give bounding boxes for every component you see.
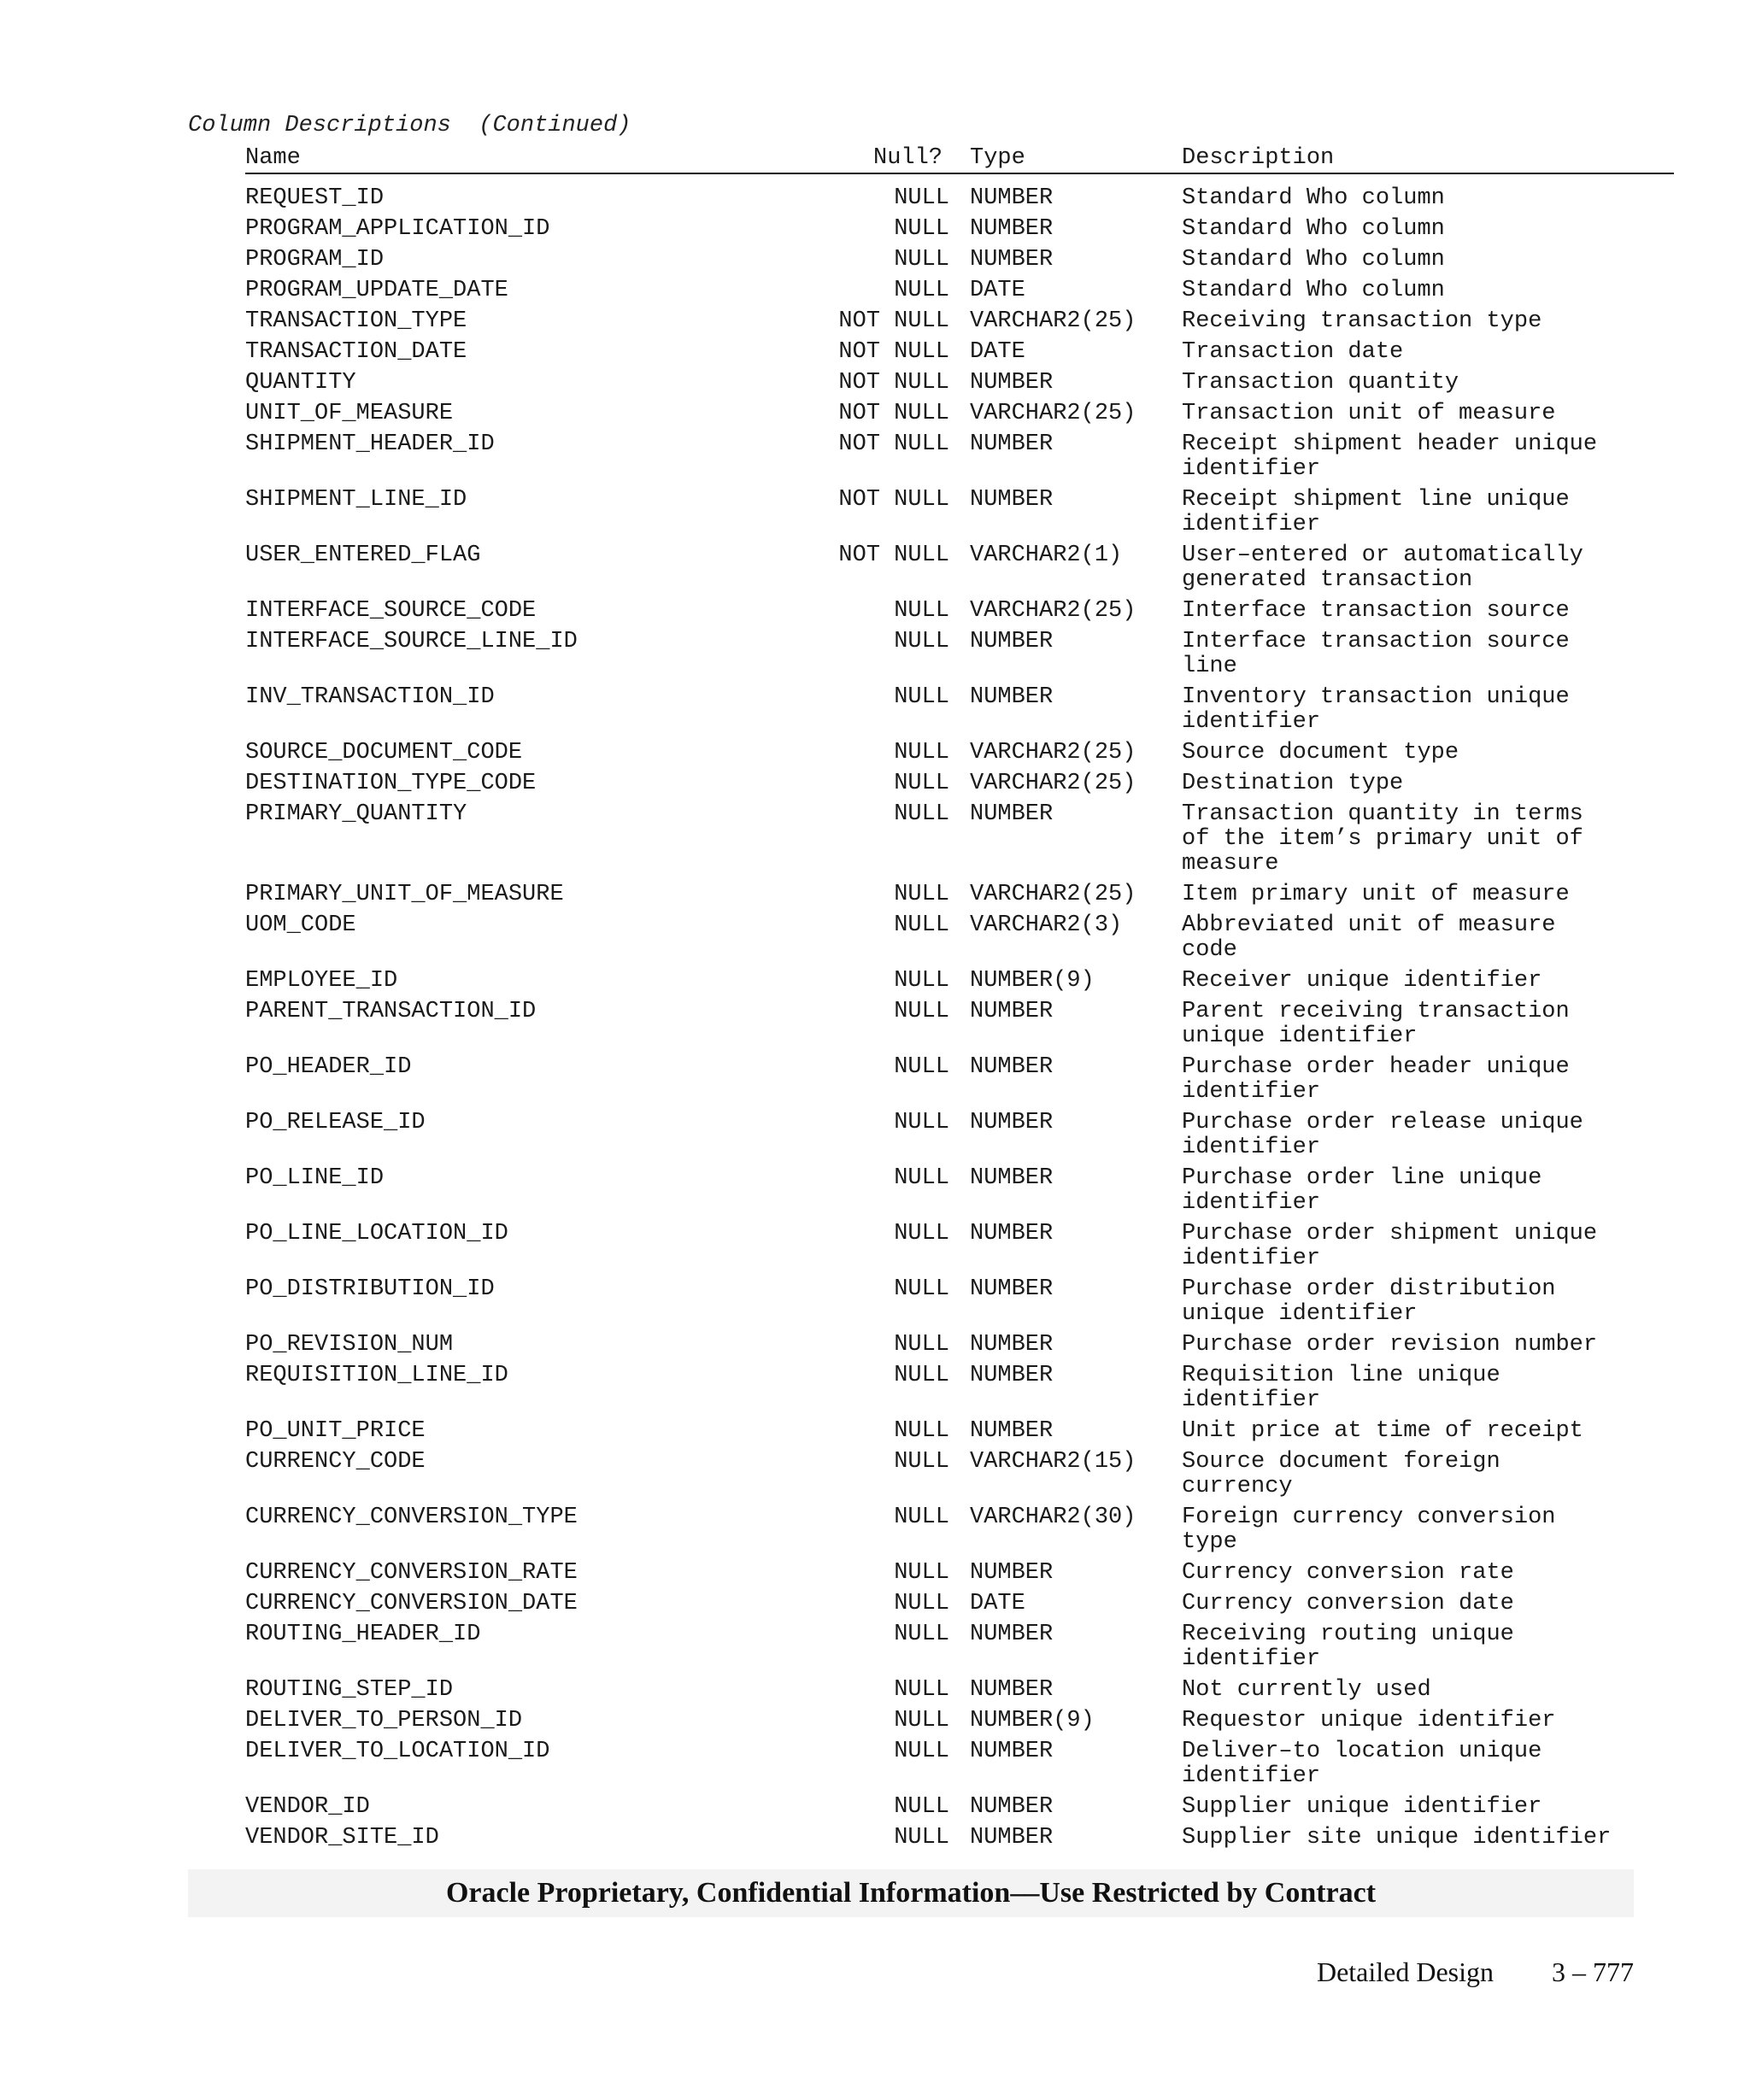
column-null: NULL	[894, 1591, 949, 1616]
column-name: PO_RELEASE_ID	[245, 1110, 426, 1135]
column-type: NUMBER(9)	[970, 968, 1095, 994]
column-null: NULL	[894, 1110, 949, 1135]
table-row	[245, 630, 1674, 679]
column-type: NUMBER(9)	[970, 1708, 1095, 1733]
column-description: Transaction date	[1182, 339, 1404, 365]
column-description: Purchase order shipment unique identifier	[1182, 1221, 1598, 1271]
column-description: User–entered or automatically generated transaction	[1182, 543, 1583, 593]
column-description: Currency conversion rate	[1182, 1560, 1514, 1586]
column-description: Not currently used	[1182, 1677, 1431, 1703]
table-row	[245, 340, 1674, 365]
table-row	[245, 1166, 1674, 1216]
table-row	[245, 402, 1674, 426]
column-type: VARCHAR2(30)	[970, 1505, 1136, 1530]
column-null: NULL	[894, 598, 949, 624]
column-description: Purchase order release unique identifier	[1182, 1110, 1583, 1160]
header-null: Null?	[873, 145, 943, 171]
column-null: NOT NULL	[838, 308, 949, 334]
column-description: Standard Who column	[1182, 185, 1445, 211]
column-null: NULL	[894, 1418, 949, 1444]
column-name: CURRENCY_CONVERSION_RATE	[245, 1560, 578, 1586]
column-name: TRANSACTION_TYPE	[245, 308, 467, 334]
column-name: QUANTITY	[245, 370, 356, 396]
table-row	[245, 1055, 1674, 1105]
column-name: REQUEST_ID	[245, 185, 385, 211]
column-name: VENDOR_ID	[245, 1794, 370, 1820]
column-description: Transaction quantity in terms of the item’s primary unit of measure	[1182, 801, 1583, 877]
column-name: REQUISITION_LINE_ID	[245, 1363, 508, 1388]
column-name: PARENT_TRANSACTION_ID	[245, 999, 537, 1024]
column-type: NUMBER	[970, 370, 1054, 396]
table-row	[245, 599, 1674, 624]
column-name: USER_ENTERED_FLAG	[245, 543, 481, 568]
column-description: Receipt shipment header unique identifier	[1182, 431, 1598, 482]
table-row	[245, 1826, 1674, 1851]
column-description: Purchase order header unique identifier	[1182, 1054, 1570, 1105]
column-name: PO_DISTRIBUTION_ID	[245, 1276, 495, 1302]
column-name: TRANSACTION_DATE	[245, 339, 467, 365]
column-name: VENDOR_SITE_ID	[245, 1825, 439, 1851]
column-description: Parent receiving transaction unique identifier	[1182, 999, 1570, 1049]
column-type: DATE	[970, 1591, 1025, 1616]
column-description: Interface transaction source	[1182, 598, 1570, 624]
table-row	[245, 1561, 1674, 1586]
table-row	[245, 432, 1674, 482]
column-type: NUMBER	[970, 487, 1054, 513]
column-null: NULL	[894, 1794, 949, 1820]
column-description: Source document foreign currency	[1182, 1449, 1500, 1499]
column-null: NULL	[894, 629, 949, 654]
column-type: NUMBER	[970, 801, 1054, 827]
table-header	[245, 144, 1674, 174]
column-description: Transaction quantity	[1182, 370, 1459, 396]
column-null: NULL	[894, 801, 949, 827]
column-name: UOM_CODE	[245, 912, 356, 938]
column-null: NULL	[894, 1449, 949, 1475]
column-null: NULL	[894, 968, 949, 994]
column-name: PRIMARY_UNIT_OF_MEASURE	[245, 882, 564, 907]
column-type: NUMBER	[970, 999, 1054, 1024]
table-body	[245, 174, 1674, 1851]
column-description: Standard Who column	[1182, 278, 1445, 303]
column-type: NUMBER	[970, 185, 1054, 211]
column-description: Purchase order revision number	[1182, 1332, 1598, 1358]
column-null: NULL	[894, 684, 949, 710]
table-row	[245, 802, 1674, 877]
table-row	[245, 488, 1674, 537]
table-row	[245, 1678, 1674, 1703]
column-description: Purchase order line unique identifier	[1182, 1165, 1542, 1216]
column-null: NOT NULL	[838, 401, 949, 426]
table-row	[245, 1222, 1674, 1271]
column-null: NULL	[894, 278, 949, 303]
table-row	[245, 1111, 1674, 1160]
table-row	[245, 1739, 1674, 1789]
column-name: SOURCE_DOCUMENT_CODE	[245, 740, 523, 766]
column-null: NULL	[894, 1054, 949, 1080]
column-type: VARCHAR2(25)	[970, 598, 1136, 624]
column-description: Interface transaction source line	[1182, 629, 1570, 679]
column-null: NULL	[894, 912, 949, 938]
column-description: Deliver–to location unique identifier	[1182, 1739, 1542, 1789]
column-description: Requisition line unique identifier	[1182, 1363, 1500, 1413]
column-type: VARCHAR2(25)	[970, 740, 1136, 766]
column-null: NULL	[894, 1221, 949, 1247]
column-type: NUMBER	[970, 1276, 1054, 1302]
column-type: DATE	[970, 278, 1025, 303]
column-type: NUMBER	[970, 1794, 1054, 1820]
column-description: Purchase order distribution unique identifier	[1182, 1276, 1556, 1327]
column-null: NULL	[894, 1165, 949, 1191]
column-description: Source document type	[1182, 740, 1459, 766]
column-name: PRIMARY_QUANTITY	[245, 801, 467, 827]
column-null: NOT NULL	[838, 339, 949, 365]
column-type: NUMBER	[970, 1677, 1054, 1703]
column-type: NUMBER	[970, 1739, 1054, 1764]
column-null: NULL	[894, 1708, 949, 1733]
table-row	[245, 883, 1674, 907]
table-row	[245, 1622, 1674, 1672]
column-type: NUMBER	[970, 1332, 1054, 1358]
column-type: NUMBER	[970, 216, 1054, 242]
column-type: VARCHAR2(25)	[970, 882, 1136, 907]
column-description: Abbreviated unit of measure code	[1182, 912, 1556, 963]
column-type: VARCHAR2(3)	[970, 912, 1123, 938]
column-name: PROGRAM_APPLICATION_ID	[245, 216, 550, 242]
footer-section-name: Detailed Design	[1316, 1956, 1494, 1987]
confidential-banner	[188, 1869, 1634, 1917]
column-description: Receiver unique identifier	[1182, 968, 1542, 994]
column-null: NOT NULL	[838, 487, 949, 513]
table-row	[245, 1364, 1674, 1413]
table-row	[245, 969, 1674, 994]
table-row	[245, 741, 1674, 766]
table-row	[245, 371, 1674, 396]
column-null: NULL	[894, 1332, 949, 1358]
column-description: Receiving routing unique identifier	[1182, 1622, 1514, 1672]
column-description: Item primary unit of measure	[1182, 882, 1570, 907]
column-description: Standard Who column	[1182, 247, 1445, 273]
column-type: VARCHAR2(25)	[970, 401, 1136, 426]
column-description: Currency conversion date	[1182, 1591, 1514, 1616]
table-row	[245, 1709, 1674, 1733]
column-name: PO_LINE_ID	[245, 1165, 385, 1191]
table-row	[245, 1450, 1674, 1499]
column-name: PO_LINE_LOCATION_ID	[245, 1221, 508, 1247]
table-row	[245, 1000, 1674, 1049]
column-null: NULL	[894, 1825, 949, 1851]
section-title: Column Descriptions (Continued)	[188, 113, 631, 138]
column-null: NOT NULL	[838, 543, 949, 568]
column-type: NUMBER	[970, 1418, 1054, 1444]
column-type: VARCHAR2(1)	[970, 543, 1123, 568]
column-type: VARCHAR2(15)	[970, 1449, 1136, 1475]
column-type: NUMBER	[970, 629, 1054, 654]
column-null: NOT NULL	[838, 370, 949, 396]
confidential-notice: Oracle Proprietary, Confidential Information––Use Restricted by Contract	[445, 1877, 1377, 1909]
table-row	[245, 1333, 1674, 1358]
column-type: NUMBER	[970, 1221, 1054, 1247]
column-name: SHIPMENT_LINE_ID	[245, 487, 467, 513]
table-row	[245, 1419, 1674, 1444]
table-row	[245, 1592, 1674, 1616]
column-null: NULL	[894, 216, 949, 242]
column-null: NULL	[894, 1677, 949, 1703]
column-null: NULL	[894, 771, 949, 796]
column-type: NUMBER	[970, 1363, 1054, 1388]
column-name: PO_UNIT_PRICE	[245, 1418, 426, 1444]
table-row	[245, 217, 1674, 242]
column-name: ROUTING_HEADER_ID	[245, 1622, 481, 1647]
column-type: VARCHAR2(25)	[970, 308, 1136, 334]
column-name: PROGRAM_ID	[245, 247, 385, 273]
column-description: Standard Who column	[1182, 216, 1445, 242]
column-name: PROGRAM_UPDATE_DATE	[245, 278, 508, 303]
table-row	[245, 913, 1674, 963]
column-description: Receiving transaction type	[1182, 308, 1542, 334]
column-description: Requestor unique identifier	[1182, 1708, 1556, 1733]
column-description: Foreign currency conversion type	[1182, 1505, 1556, 1555]
column-name: PO_HEADER_ID	[245, 1054, 412, 1080]
column-description: Inventory transaction unique identifier	[1182, 684, 1570, 735]
column-type: NUMBER	[970, 431, 1054, 457]
column-null: NOT NULL	[838, 431, 949, 457]
column-name: SHIPMENT_HEADER_ID	[245, 431, 495, 457]
column-name: INTERFACE_SOURCE_CODE	[245, 598, 537, 624]
column-null: NULL	[894, 740, 949, 766]
header-description: Description	[1182, 145, 1335, 171]
column-null: NULL	[894, 185, 949, 211]
column-name: DELIVER_TO_PERSON_ID	[245, 1708, 523, 1733]
column-type: NUMBER	[970, 1110, 1054, 1135]
column-type: NUMBER	[970, 247, 1054, 273]
table-row	[245, 1795, 1674, 1820]
column-null: NULL	[894, 1276, 949, 1302]
column-name: EMPLOYEE_ID	[245, 968, 398, 994]
column-name: CURRENCY_CONVERSION_TYPE	[245, 1505, 578, 1530]
column-type: DATE	[970, 339, 1025, 365]
column-type: NUMBER	[970, 1622, 1054, 1647]
column-type: NUMBER	[970, 1560, 1054, 1586]
column-name: INV_TRANSACTION_ID	[245, 684, 495, 710]
column-null: NULL	[894, 1505, 949, 1530]
table-row	[245, 771, 1674, 796]
column-name: UNIT_OF_MEASURE	[245, 401, 454, 426]
table-row	[245, 279, 1674, 303]
column-null: NULL	[894, 1560, 949, 1586]
column-description: Unit price at time of receipt	[1182, 1418, 1583, 1444]
column-type: VARCHAR2(25)	[970, 771, 1136, 796]
column-type: NUMBER	[970, 1165, 1054, 1191]
column-name: DELIVER_TO_LOCATION_ID	[245, 1739, 550, 1764]
column-name: PO_REVISION_NUM	[245, 1332, 454, 1358]
column-null: NULL	[894, 1622, 949, 1647]
column-name: ROUTING_STEP_ID	[245, 1677, 454, 1703]
page-footer	[1317, 1956, 1634, 1988]
column-name: INTERFACE_SOURCE_LINE_ID	[245, 629, 578, 654]
column-type: NUMBER	[970, 1054, 1054, 1080]
column-type: NUMBER	[970, 684, 1054, 710]
table-row	[245, 1277, 1674, 1327]
column-null: NULL	[894, 1739, 949, 1764]
column-description: Transaction unit of measure	[1182, 401, 1556, 426]
column-description: Supplier unique identifier	[1182, 1794, 1542, 1820]
page-number: 3 – 777	[1552, 1956, 1634, 1987]
column-name: DESTINATION_TYPE_CODE	[245, 771, 537, 796]
header-type: Type	[970, 145, 1025, 171]
column-description: Supplier site unique identifier	[1182, 1825, 1612, 1851]
column-null: NULL	[894, 1363, 949, 1388]
column-null: NULL	[894, 247, 949, 273]
table-row	[245, 248, 1674, 273]
column-null: NULL	[894, 882, 949, 907]
table-row	[245, 543, 1674, 593]
column-null: NULL	[894, 999, 949, 1024]
column-name: CURRENCY_CODE	[245, 1449, 426, 1475]
table-row	[245, 186, 1674, 211]
header-name: Name	[245, 145, 301, 171]
table-row	[245, 309, 1674, 334]
column-type: NUMBER	[970, 1825, 1054, 1851]
table-row	[245, 685, 1674, 735]
column-name: CURRENCY_CONVERSION_DATE	[245, 1591, 578, 1616]
table-row	[245, 1505, 1674, 1555]
column-description: Destination type	[1182, 771, 1404, 796]
column-description: Receipt shipment line unique identifier	[1182, 487, 1570, 537]
column-descriptions-table	[245, 144, 1674, 1857]
